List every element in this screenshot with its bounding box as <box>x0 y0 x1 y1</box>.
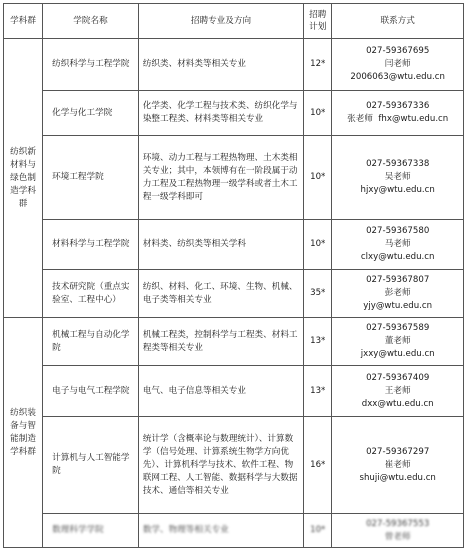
table-row <box>4 136 464 220</box>
contact-email[interactable]: hjxy@wtu.edu.cn <box>360 185 435 195</box>
header-plan: 招聘计划 <box>304 4 332 39</box>
major-cell: 机械工程类，控制科学与工程类、材料工程类等相关专业 <box>138 318 303 366</box>
plan-cell: 13* <box>304 366 332 417</box>
contact-person: 崔老师 <box>384 459 411 470</box>
table-row <box>4 270 464 318</box>
header-discipline: 学科群 <box>4 4 43 39</box>
major-cell: 统计学（含概率论与数理统计）、计算数学（信号处理、计算系统生物学方向优先）、计算机科学与技术、软件工程、物联网工程、人工智能、数据科学与大数据技术、通信等相关专业 <box>138 417 303 514</box>
major-cell: 电气、电子信息等相关专业 <box>138 366 303 417</box>
discipline-cell: 纺织装备与智能制造学科群 <box>4 318 43 548</box>
contact-person: 张老师 <box>347 114 373 124</box>
contact-phone: 027-59367297 <box>366 446 430 457</box>
contact-person: 闫老师 <box>384 59 411 69</box>
contact-cell <box>332 136 464 220</box>
college-cell: 电子与电气工程学院 <box>43 366 139 417</box>
plan-cell: 10* <box>304 220 332 270</box>
contact-phone: 027-59367409 <box>366 372 430 383</box>
header-row <box>4 4 464 39</box>
plan-cell: 10* <box>304 136 332 220</box>
college-cell: 数理科学学院 <box>43 514 139 548</box>
contact-email[interactable]: jxxy@wtu.edu.cn <box>360 349 435 359</box>
contact-phone: 027-59367336 <box>366 101 430 111</box>
contact-cell <box>332 417 464 514</box>
contact-phone: 027-59367695 <box>366 46 430 56</box>
contact-person: 董老师 <box>384 336 411 346</box>
college-cell: 技术研究院（重点实验室、工程中心） <box>43 270 139 318</box>
college-cell: 化学与化工学院 <box>43 91 139 136</box>
major-cell: 化学类、化学工程与技术类、纺织化学与染整工程类、材料类等相关专业 <box>138 91 303 136</box>
contact-email[interactable]: fhx@wtu.edu.cn <box>378 114 449 124</box>
plan-cell: 13* <box>304 318 332 366</box>
contact-cell <box>332 220 464 270</box>
contact-phone: 027-59367589 <box>366 323 430 333</box>
contact-phone: 027-59367553 <box>366 518 430 529</box>
major-cell: 纺织类、材料类等相关专业 <box>138 39 303 91</box>
contact-email[interactable]: 2006063@wtu.edu.cn <box>350 72 445 82</box>
contact-cell <box>332 270 464 318</box>
major-cell: 纺织、材料、化工、环境、生物、机械、电子类等相关专业 <box>138 270 303 318</box>
contact-phone: 027-59367580 <box>366 226 430 236</box>
contact-cell <box>332 39 464 91</box>
header-contact: 联系方式 <box>332 4 464 39</box>
plan-cell: 10* <box>304 514 332 548</box>
header-college: 学院名称 <box>43 4 139 39</box>
contact-cell <box>332 366 464 417</box>
major-cell: 数学、物理等相关专业 <box>138 514 303 548</box>
college-cell: 计算机与人工智能学院 <box>43 417 139 514</box>
contact-cell <box>332 514 464 548</box>
table-row <box>4 366 464 417</box>
contact-phone: 027-59367807 <box>366 275 430 285</box>
table-row <box>4 318 464 366</box>
contact-email[interactable]: shuji@wtu.edu.cn <box>359 472 436 483</box>
contact-person: 彭老师 <box>384 288 411 298</box>
college-cell: 机械工程与自动化学院 <box>43 318 139 366</box>
plan-cell: 35* <box>304 270 332 318</box>
college-cell: 材料科学与工程学院 <box>43 220 139 270</box>
major-cell: 材料类、纺织类等相关学科 <box>138 220 303 270</box>
contact-email[interactable]: clxy@wtu.edu.cn <box>360 252 435 262</box>
discipline-cell: 纺织新材料与绿色制造学科群 <box>4 39 43 318</box>
contact-person: 马老师 <box>384 239 411 249</box>
college-cell: 纺织科学与工程学院 <box>43 39 139 91</box>
contact-email[interactable]: dxx@wtu.edu.cn <box>361 398 434 409</box>
plan-cell: 12* <box>304 39 332 91</box>
table-row <box>4 514 464 548</box>
recruitment-table <box>3 3 464 548</box>
contact-person: 王老师 <box>384 385 411 396</box>
contact-cell <box>332 318 464 366</box>
plan-cell: 10* <box>304 91 332 136</box>
college-cell: 环境工程学院 <box>43 136 139 220</box>
contact-email[interactable]: yjy@wtu.edu.cn <box>363 301 433 311</box>
plan-cell: 16* <box>304 417 332 514</box>
contact-person: 吴老师 <box>384 172 411 182</box>
major-cell: 环境、动力工程与工程热物理、土木类相关专业；其中，本领博有在一阶段属于动力工程及工程热物理一级学科或者土木工程一级学科即可 <box>138 136 303 220</box>
contact-person: 曾老师 <box>384 531 411 542</box>
table-row <box>4 417 464 514</box>
contact-phone: 027-59367338 <box>366 159 430 169</box>
contact-cell <box>332 91 464 136</box>
header-major: 招聘专业及方向 <box>138 4 303 39</box>
table-row <box>4 91 464 136</box>
table-row <box>4 220 464 270</box>
table-row <box>4 39 464 91</box>
